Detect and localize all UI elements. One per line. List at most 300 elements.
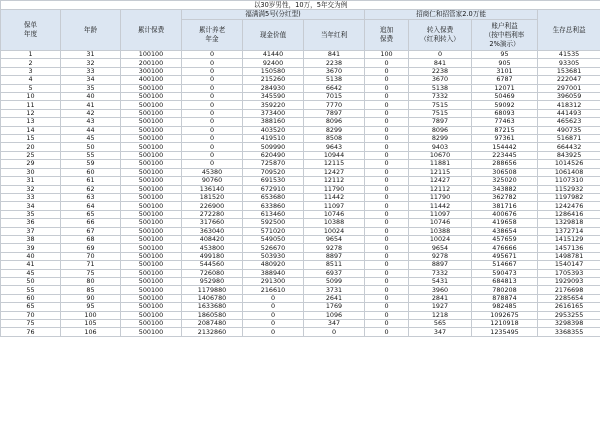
- table-cell: 42: [61, 109, 121, 117]
- table-cell: 500100: [121, 303, 182, 311]
- table-cell: 106: [61, 328, 121, 336]
- table-cell: 362782: [472, 193, 538, 201]
- table-cell: 0: [182, 59, 243, 67]
- table-cell: 684813: [472, 277, 538, 285]
- table-cell: 0: [182, 109, 243, 117]
- table-row: [1, 160, 600, 168]
- table-cell: 0: [243, 320, 304, 328]
- table-cell: 12427: [304, 168, 365, 176]
- table-cell: 0: [365, 143, 409, 151]
- table-row: [1, 67, 600, 75]
- table-row: [1, 193, 600, 201]
- table-cell: 0: [365, 93, 409, 101]
- table-cell: 1372714: [538, 227, 600, 235]
- table-row: [1, 277, 600, 285]
- table-cell: 1242476: [538, 202, 600, 210]
- table-cell: 20: [1, 143, 61, 151]
- table-cell: 31: [61, 51, 121, 59]
- table-cell: 1329818: [538, 219, 600, 227]
- table-cell: 45380: [182, 168, 243, 176]
- table-cell: 0: [365, 177, 409, 185]
- table-cell: 0: [365, 261, 409, 269]
- table-cell: 77463: [472, 118, 538, 126]
- table-cell: 691530: [243, 177, 304, 185]
- table-cell: 500100: [121, 126, 182, 134]
- table-cell: 1: [1, 51, 61, 59]
- table-cell: 0: [365, 126, 409, 134]
- table-cell: 7770: [304, 101, 365, 109]
- table-cell: 3960: [409, 286, 472, 294]
- table-cell: 500100: [121, 151, 182, 159]
- table-cell: 1929093: [538, 277, 600, 285]
- table-cell: 633860: [243, 202, 304, 210]
- table-cell: 1092675: [472, 311, 538, 319]
- table-cell: 8508: [304, 135, 365, 143]
- table-cell: 32: [61, 59, 121, 67]
- table-cell: 500100: [121, 269, 182, 277]
- table-cell: 1235495: [472, 328, 538, 336]
- table-cell: 2641: [304, 294, 365, 302]
- table-cell: 1096: [304, 311, 365, 319]
- table-row: [1, 294, 600, 302]
- table-cell: 359220: [243, 101, 304, 109]
- table-row: [1, 177, 600, 185]
- table-cell: 457659: [472, 235, 538, 243]
- header-add-premium: 追加 保费: [365, 20, 409, 51]
- table-cell: 345590: [243, 93, 304, 101]
- table-cell: 33: [1, 193, 61, 201]
- table-cell: 500100: [121, 252, 182, 260]
- table-cell: 480920: [243, 261, 304, 269]
- table-cell: 306508: [472, 168, 538, 176]
- table-cell: 0: [182, 126, 243, 134]
- table-cell: 87215: [472, 126, 538, 134]
- table-cell: 9654: [409, 244, 472, 252]
- table-cell: 500100: [121, 294, 182, 302]
- table-cell: 63: [61, 193, 121, 201]
- table-cell: 64: [61, 202, 121, 210]
- table-cell: 841: [409, 59, 472, 67]
- table-cell: 136140: [182, 185, 243, 193]
- table-row: [1, 252, 600, 260]
- table-cell: 12071: [472, 84, 538, 92]
- table-cell: 92400: [243, 59, 304, 67]
- table-cell: 843925: [538, 151, 600, 159]
- table-cell: 226900: [182, 202, 243, 210]
- table-cell: 500100: [121, 185, 182, 193]
- table-cell: 80: [61, 277, 121, 285]
- table-cell: 12112: [409, 185, 472, 193]
- table-cell: 6937: [304, 269, 365, 277]
- table-cell: 516871: [538, 135, 600, 143]
- table-cell: 2176698: [538, 286, 600, 294]
- table-cell: 500100: [121, 168, 182, 176]
- table-cell: 3670: [409, 76, 472, 84]
- table-cell: 0: [182, 67, 243, 75]
- table-cell: 0: [365, 235, 409, 243]
- table-cell: 1769: [304, 303, 365, 311]
- table-cell: 272280: [182, 210, 243, 218]
- table-cell: 60: [61, 168, 121, 176]
- table-cell: 40: [1, 252, 61, 260]
- table-cell: 2238: [409, 67, 472, 75]
- table-body: [1, 51, 600, 337]
- table-cell: 0: [365, 219, 409, 227]
- table-cell: 1014526: [538, 160, 600, 168]
- table-cell: 1197982: [538, 193, 600, 201]
- table-cell: 1633680: [182, 303, 243, 311]
- table-cell: 0: [243, 328, 304, 336]
- table-cell: 500100: [121, 135, 182, 143]
- table-cell: 36: [1, 219, 61, 227]
- table-cell: 476666: [472, 244, 538, 252]
- table-cell: 343882: [472, 185, 538, 193]
- table-cell: 3101: [472, 67, 538, 75]
- table-row: [1, 109, 600, 117]
- table-cell: 7515: [409, 101, 472, 109]
- table-cell: 90: [61, 294, 121, 302]
- table-cell: 41: [61, 101, 121, 109]
- table-cell: 0: [365, 269, 409, 277]
- table-cell: 418312: [538, 101, 600, 109]
- table-cell: 500100: [121, 235, 182, 243]
- table-row: [1, 303, 600, 311]
- table-cell: 6787: [472, 76, 538, 84]
- table-cell: 11790: [304, 185, 365, 193]
- table-row: [1, 311, 600, 319]
- table-row: [1, 168, 600, 176]
- table-cell: 388940: [243, 269, 304, 277]
- table-cell: 6642: [304, 84, 365, 92]
- group-zhaoshang: 招商仁和招管家2.0万能: [365, 10, 538, 20]
- table-cell: 66: [61, 219, 121, 227]
- table-cell: 878874: [472, 294, 538, 302]
- table-cell: 500100: [121, 202, 182, 210]
- table-cell: 15: [1, 135, 61, 143]
- header-cum-premium: 累计保费: [121, 10, 182, 51]
- table-cell: 11097: [409, 210, 472, 218]
- table-cell: 8897: [409, 261, 472, 269]
- table-cell: 500100: [121, 118, 182, 126]
- table-cell: 590473: [472, 269, 538, 277]
- table-cell: 35: [1, 210, 61, 218]
- table-cell: 0: [304, 328, 365, 336]
- table-cell: 0: [365, 151, 409, 159]
- table-cell: 0: [365, 294, 409, 302]
- table-cell: 0: [365, 277, 409, 285]
- table-cell: 0: [365, 303, 409, 311]
- header-age: 年龄: [61, 10, 121, 51]
- table-cell: 69: [61, 244, 121, 252]
- table-cell: 41535: [538, 51, 600, 59]
- table-cell: 1705393: [538, 269, 600, 277]
- table-cell: 780208: [472, 286, 538, 294]
- table-cell: 500100: [121, 219, 182, 227]
- table-cell: 29: [1, 160, 61, 168]
- table-cell: 0: [182, 160, 243, 168]
- table-cell: 2238: [304, 59, 365, 67]
- table-cell: 68093: [472, 109, 538, 117]
- table-cell: 10746: [304, 210, 365, 218]
- table-cell: 317660: [182, 219, 243, 227]
- table-cell: 664432: [538, 143, 600, 151]
- table-cell: 373400: [243, 109, 304, 117]
- table-cell: 43: [61, 118, 121, 126]
- table-cell: 223445: [472, 151, 538, 159]
- table-cell: 5431: [409, 277, 472, 285]
- table-cell: 0: [182, 151, 243, 159]
- table-cell: 0: [365, 193, 409, 201]
- table-cell: 5099: [304, 277, 365, 285]
- table-cell: 45: [61, 135, 121, 143]
- table-cell: 32: [1, 185, 61, 193]
- table-cell: 544560: [182, 261, 243, 269]
- table-cell: 153681: [538, 67, 600, 75]
- table-cell: 7015: [304, 93, 365, 101]
- table-cell: 592500: [243, 219, 304, 227]
- table-cell: 2953255: [538, 311, 600, 319]
- table-cell: 0: [182, 84, 243, 92]
- table-cell: 952980: [182, 277, 243, 285]
- table-cell: 9643: [304, 143, 365, 151]
- header-bonus: 当年红利: [304, 20, 365, 51]
- header-total: 生存总利益: [538, 10, 600, 51]
- table-cell: 0: [243, 303, 304, 311]
- table-cell: 0: [365, 160, 409, 168]
- table-cell: 419510: [243, 135, 304, 143]
- table-cell: 363040: [182, 227, 243, 235]
- table-row: [1, 219, 600, 227]
- table-cell: 381716: [472, 202, 538, 210]
- table-cell: 500100: [121, 311, 182, 319]
- table-cell: 500100: [121, 286, 182, 294]
- table-row: [1, 235, 600, 243]
- table-cell: 2616165: [538, 303, 600, 311]
- table-cell: 0: [365, 185, 409, 193]
- table-cell: 154442: [472, 143, 538, 151]
- table-cell: 10024: [304, 227, 365, 235]
- table-cell: 500100: [121, 193, 182, 201]
- table-cell: 9278: [304, 244, 365, 252]
- table-cell: 3298398: [538, 320, 600, 328]
- header-transfer: 转入保费 （红利转入）: [409, 20, 472, 51]
- table-cell: 500100: [121, 101, 182, 109]
- table-row: [1, 93, 600, 101]
- table-cell: 34: [61, 76, 121, 84]
- table-cell: 61: [61, 177, 121, 185]
- table-cell: 76: [1, 328, 61, 336]
- table-cell: 1457136: [538, 244, 600, 252]
- table-cell: 347: [409, 328, 472, 336]
- table-cell: 31: [1, 177, 61, 185]
- table-cell: 1210918: [472, 320, 538, 328]
- table-cell: 7897: [304, 109, 365, 117]
- table-cell: 70: [61, 252, 121, 260]
- table-cell: 10670: [409, 151, 472, 159]
- table-row: [1, 227, 600, 235]
- table-cell: 25: [1, 151, 61, 159]
- table-cell: 509990: [243, 143, 304, 151]
- table-cell: 0: [182, 93, 243, 101]
- table-cell: 11442: [304, 193, 365, 201]
- table-cell: 0: [365, 286, 409, 294]
- table-cell: 1406780: [182, 294, 243, 302]
- table-row: [1, 210, 600, 218]
- table-cell: 10388: [409, 227, 472, 235]
- table-cell: 30: [1, 168, 61, 176]
- table-cell: 408420: [182, 235, 243, 243]
- table-cell: 9403: [409, 143, 472, 151]
- table-cell: 216610: [243, 286, 304, 294]
- table-cell: 100: [365, 51, 409, 59]
- table-cell: 34: [1, 202, 61, 210]
- table-cell: 68: [61, 235, 121, 243]
- table-cell: 500100: [121, 210, 182, 218]
- table-row: [1, 320, 600, 328]
- table-cell: 60: [1, 294, 61, 302]
- table-cell: 288656: [472, 160, 538, 168]
- table-cell: 500100: [121, 177, 182, 185]
- table-cell: 11: [1, 101, 61, 109]
- table-row: [1, 118, 600, 126]
- group-fumanying: 福满满5号(分红型): [182, 10, 365, 20]
- table-cell: 65: [61, 210, 121, 218]
- table-cell: 4: [1, 76, 61, 84]
- table-cell: 105: [61, 320, 121, 328]
- header-cash-value: 现金价值: [243, 20, 304, 51]
- table-cell: 75: [61, 269, 121, 277]
- table-cell: 39: [1, 244, 61, 252]
- table-cell: 59092: [472, 101, 538, 109]
- table-row: [1, 101, 600, 109]
- table-cell: 0: [365, 311, 409, 319]
- table-cell: 95: [472, 51, 538, 59]
- table-cell: 347: [304, 320, 365, 328]
- table-cell: 284930: [243, 84, 304, 92]
- table-cell: 55: [1, 286, 61, 294]
- table-cell: 526670: [243, 244, 304, 252]
- table-cell: 11442: [409, 202, 472, 210]
- table-cell: 0: [365, 84, 409, 92]
- table-cell: 300100: [121, 67, 182, 75]
- table-cell: 55: [61, 151, 121, 159]
- table-cell: 67: [61, 227, 121, 235]
- table-row: [1, 244, 600, 252]
- header-cum-annuity: 累计养老 年金: [182, 20, 243, 51]
- table-cell: 93305: [538, 59, 600, 67]
- table-cell: 90760: [182, 177, 243, 185]
- table-cell: 1152932: [538, 185, 600, 193]
- table-cell: 0: [365, 76, 409, 84]
- table-cell: 7515: [409, 109, 472, 117]
- table-cell: 571020: [243, 227, 304, 235]
- table-cell: 1107310: [538, 177, 600, 185]
- table-cell: 7332: [409, 269, 472, 277]
- table-cell: 725870: [243, 160, 304, 168]
- table-cell: 514667: [472, 261, 538, 269]
- table-cell: 297001: [538, 84, 600, 92]
- table-cell: 500100: [121, 277, 182, 285]
- header-account: 账户利益 （按中档利率 2%演示）: [472, 20, 538, 51]
- table-cell: 441493: [538, 109, 600, 117]
- table-cell: 1498781: [538, 252, 600, 260]
- table-cell: 215260: [243, 76, 304, 84]
- table-cell: 11097: [304, 202, 365, 210]
- table-cell: 10: [1, 93, 61, 101]
- table-cell: 62: [61, 185, 121, 193]
- table-cell: 0: [182, 76, 243, 84]
- table-cell: 97361: [472, 135, 538, 143]
- table-cell: 222047: [538, 76, 600, 84]
- table-cell: 8096: [409, 126, 472, 134]
- table-cell: 653680: [243, 193, 304, 201]
- table-cell: 3: [1, 67, 61, 75]
- table-cell: 8299: [409, 135, 472, 143]
- table-cell: 0: [365, 168, 409, 176]
- table-row: [1, 269, 600, 277]
- table-cell: 50: [1, 277, 61, 285]
- table-cell: 500100: [121, 109, 182, 117]
- header-year: 保单 年度: [1, 10, 61, 51]
- table-row: [1, 76, 600, 84]
- table-cell: 388160: [243, 118, 304, 126]
- table-cell: 1860580: [182, 311, 243, 319]
- table-cell: 500100: [121, 320, 182, 328]
- table-row: [1, 328, 600, 336]
- table-cell: 620490: [243, 151, 304, 159]
- table-cell: 549050: [243, 235, 304, 243]
- table-cell: 465623: [538, 118, 600, 126]
- table-cell: 14: [1, 126, 61, 134]
- table-cell: 8299: [304, 126, 365, 134]
- table-cell: 0: [365, 320, 409, 328]
- table-row: [1, 59, 600, 67]
- table-cell: 500100: [121, 84, 182, 92]
- table-cell: 65: [1, 303, 61, 311]
- table-cell: 45: [1, 269, 61, 277]
- table-cell: 0: [365, 59, 409, 67]
- table-title: 以30岁男性，10万，5年交为例: [1, 1, 600, 10]
- table-cell: 453800: [182, 244, 243, 252]
- table-cell: 500100: [121, 328, 182, 336]
- table-cell: 325020: [472, 177, 538, 185]
- table-cell: 181520: [182, 193, 243, 201]
- table-cell: 8096: [304, 118, 365, 126]
- table-cell: 10388: [304, 219, 365, 227]
- table-cell: 13: [1, 118, 61, 126]
- table-cell: 2285654: [538, 294, 600, 302]
- table-cell: 11881: [409, 160, 472, 168]
- table-cell: 10746: [409, 219, 472, 227]
- table-cell: 0: [365, 67, 409, 75]
- table-cell: 1415129: [538, 235, 600, 243]
- table-cell: 5138: [409, 84, 472, 92]
- table-cell: 419658: [472, 219, 538, 227]
- table-row: [1, 51, 600, 59]
- table-cell: 85: [61, 286, 121, 294]
- table-cell: 490735: [538, 126, 600, 134]
- table-cell: 613460: [243, 210, 304, 218]
- table-cell: 0: [182, 101, 243, 109]
- table-cell: 0: [182, 135, 243, 143]
- table-cell: 7332: [409, 93, 472, 101]
- table-cell: 726080: [182, 269, 243, 277]
- table-row: [1, 135, 600, 143]
- table-cell: 0: [182, 118, 243, 126]
- table-cell: 495671: [472, 252, 538, 260]
- table-cell: 0: [365, 252, 409, 260]
- table-cell: 10944: [304, 151, 365, 159]
